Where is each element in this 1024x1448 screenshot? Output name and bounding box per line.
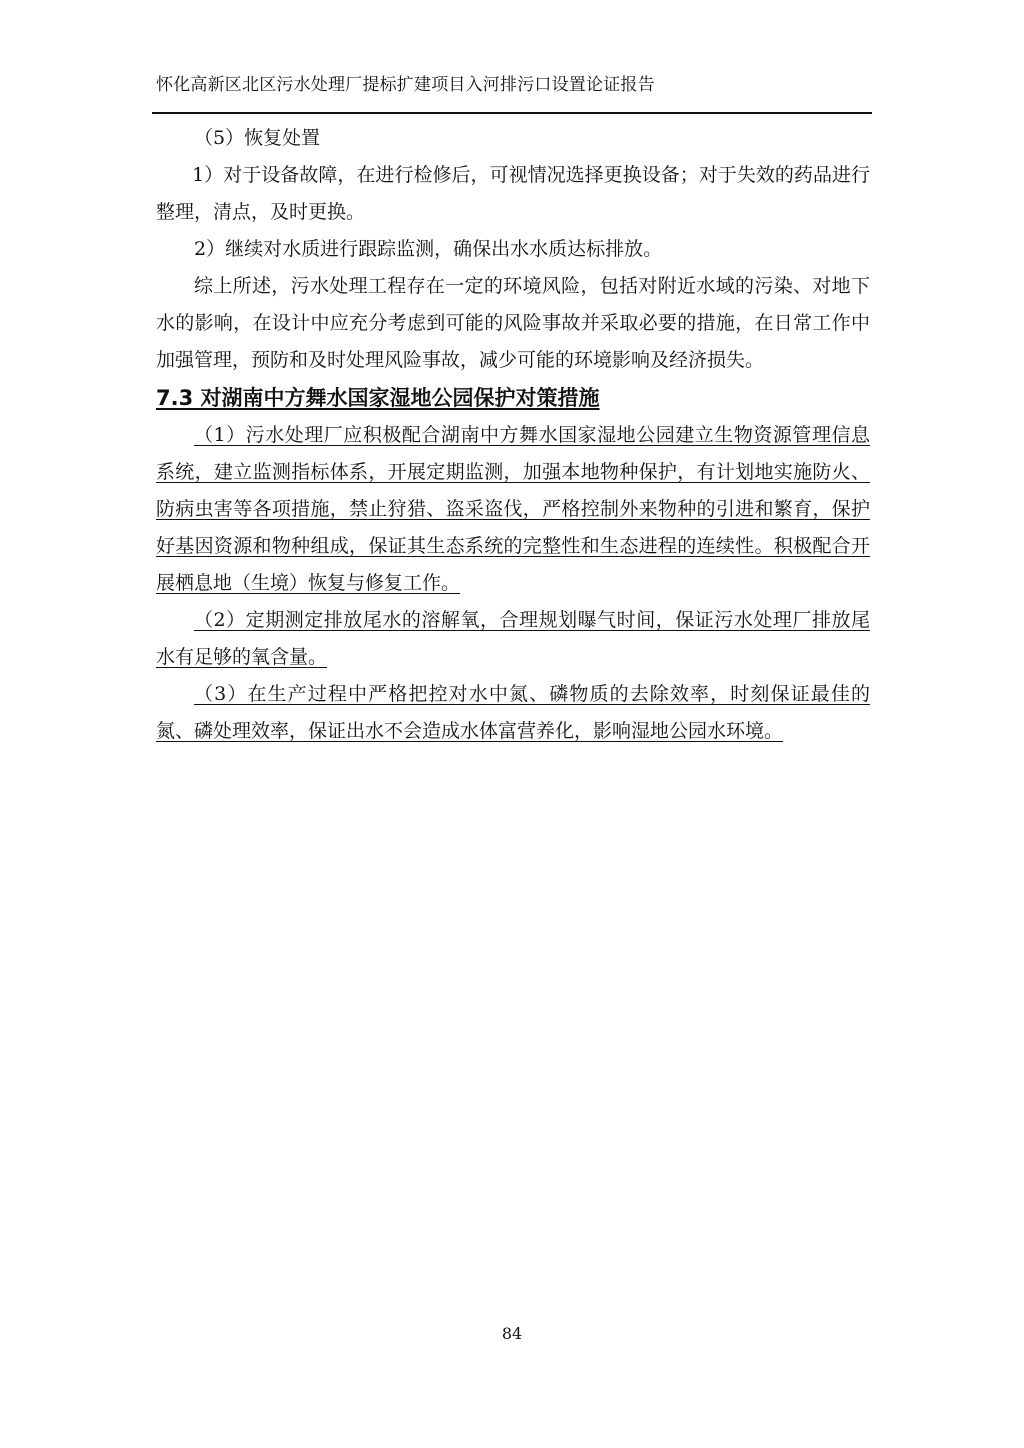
page-header-title: 怀化高新区北区污水处理厂提标扩建项目入河排污口设置论证报告 <box>156 75 655 95</box>
header-divider <box>152 112 872 114</box>
recovery-heading: （5）恢复处置 <box>194 127 321 149</box>
measure-2-text: （2）定期测定排放尾水的溶解氧，合理规划曝气时间，保证污水处理厂排放尾水有足够的氧含量。 <box>156 609 870 668</box>
measure-1 <box>156 417 870 602</box>
measure-3-text: （3）在生产过程中严格把控对水中氮、磷物质的去除效率，时刻保证最佳的氮、磷处理效率，保证出水不会造成水体富营养化，影响湿地公园水环境。 <box>156 683 870 742</box>
document-body <box>156 120 870 750</box>
recovery-item-2: 2）继续对水质进行跟踪监测，确保出水水质达标排放。 <box>194 238 663 260</box>
summary-paragraph: 综上所述，污水处理工程存在一定的环境风险，包括对附近水域的污染、对地下水的影响，在设计中应充分考虑到可能的风险事故并采取必要的措施，在日常工作中加强管理，预防和及时处理风险事故，减少可能的环境影响及经济损失。 <box>156 275 870 371</box>
recovery-item-1: 1）对于设备故障，在进行检修后，可视情况选择更换设备；对于失效的药品进行整理，清点，及时更换。 <box>156 164 870 223</box>
section-heading: 7.3 对湖南中方舞水国家湿地公园保护对策措施 <box>156 386 600 410</box>
measure-3 <box>156 676 870 750</box>
measure-1-text: （1）污水处理厂应积极配合湖南中方舞水国家湿地公园建立生物资源管理信息系统，建立监测指标体系，开展定期监测，加强本地物种保护，有计划地实施防火、防病虫害等各项措施，禁止狩猎、盗采盗伐，严格控制外来物种的引进和繁育，保护好基因资源和物种组成，保证其生态系统的完整性和生态进程的连续性。积极配合开展栖息地（生境）恢复与修复工作。 <box>156 424 870 594</box>
measure-2 <box>156 602 870 676</box>
page-number: 84 <box>501 1324 523 1343</box>
